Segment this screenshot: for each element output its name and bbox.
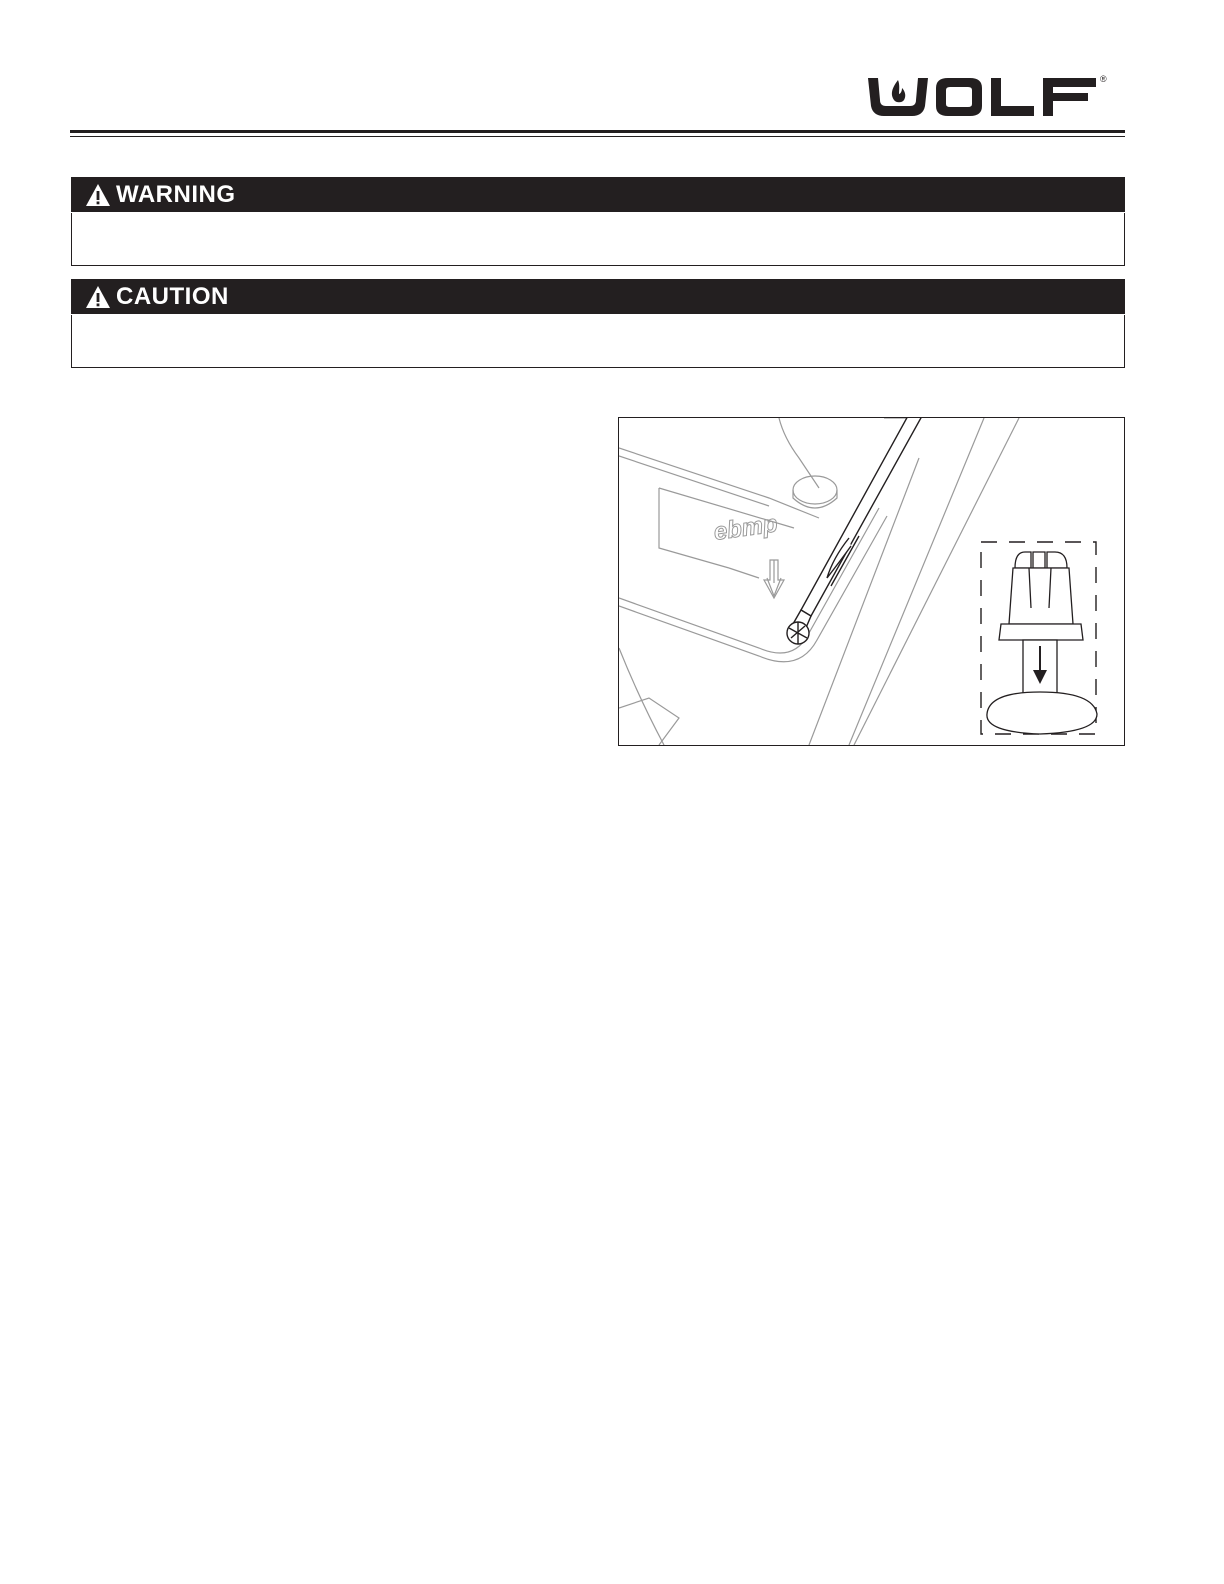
caution-bar bbox=[71, 279, 1125, 314]
screwdriver bbox=[787, 418, 922, 644]
registered-mark: ® bbox=[1100, 74, 1107, 84]
warning-label: WARNING bbox=[116, 180, 236, 208]
warning-triangle-icon bbox=[85, 285, 111, 309]
wolf-logo bbox=[866, 70, 1124, 120]
warning-body bbox=[71, 213, 1125, 266]
housing-brand-text: ebmp bbox=[712, 510, 780, 546]
warning-bar bbox=[71, 177, 1125, 212]
caution-body bbox=[71, 315, 1125, 368]
header-rule-thick bbox=[70, 130, 1125, 133]
push-pin-detail-inset bbox=[981, 542, 1097, 734]
header-rule-thin bbox=[70, 136, 1125, 137]
caution-label: CAUTION bbox=[116, 282, 229, 310]
removal-illustration bbox=[618, 417, 1125, 746]
warning-triangle-icon bbox=[85, 183, 111, 207]
